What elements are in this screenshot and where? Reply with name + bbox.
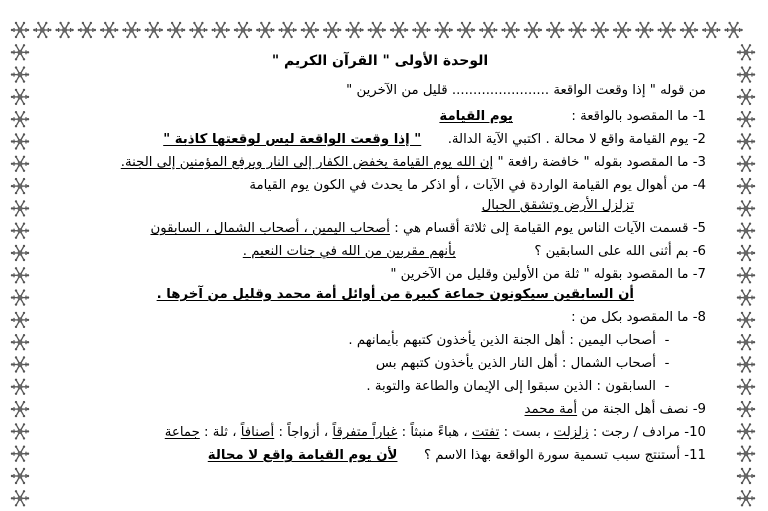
answer: تزلزل الأرض وتشقق الجبال — [481, 198, 634, 213]
snowflake-icon — [11, 312, 29, 328]
question-text: من أهوال يوم القيامة الواردة في الآيات ، أو اذكر ما يحدث في الكون يوم القيامة — [249, 178, 689, 193]
snowflake-icon — [737, 468, 755, 484]
question-number: 7- — [692, 267, 706, 282]
page-title: الوحدة الأولى " القرآن الكريم " — [271, 53, 489, 69]
snowflake-icon — [167, 22, 185, 38]
snowflake-icon — [122, 22, 140, 38]
snowflake-icon — [11, 423, 29, 439]
snowflake-icon — [11, 468, 29, 484]
snowflake-icon — [501, 22, 519, 38]
answer: يوم القيامة — [439, 109, 513, 124]
question-number: 4- — [692, 178, 706, 193]
snowflake-icon — [11, 334, 29, 350]
snowflake-icon — [737, 267, 755, 283]
worksheet — [54, 50, 706, 510]
snowflake-icon — [11, 490, 29, 506]
snowflake-icon — [234, 22, 252, 38]
snowflake-icon — [11, 446, 29, 462]
snowflake-icon — [737, 223, 755, 239]
question-text: نصف أهل الجنة من — [581, 402, 689, 417]
answer: أمة محمد — [524, 402, 578, 417]
bullet-item: -أصحاب الشمال : أهل النار الذين يأخذون كتبهم بس — [375, 356, 670, 371]
question-text: ما المقصود بكل من : — [571, 310, 689, 325]
snowflake-icon — [737, 178, 755, 194]
question-number: 8- — [692, 310, 706, 325]
snowflake-icon — [435, 22, 453, 38]
question-number: 3- — [692, 155, 706, 170]
snowflake-icon — [737, 446, 755, 462]
snowflake-icon — [145, 22, 163, 38]
snowflake-icon — [100, 22, 118, 38]
answer: أصنافاً — [240, 425, 275, 440]
snowflake-icon — [11, 401, 29, 417]
snowflake-icon — [737, 379, 755, 395]
snowflake-icon — [737, 312, 755, 328]
snowflake-icon — [11, 379, 29, 395]
answer: إن الله يوم القيامة يخفض الكفار إلى النار ويرفع المؤمنين إلى الجنة. — [120, 155, 494, 170]
bullet-item: -أصحاب اليمين : أهل الجنة الذين يأخذون كتبهم بأيمانهم . — [348, 333, 670, 348]
question-number: 6- — [692, 244, 706, 259]
answer: بأنهم مقربين من الله في جنات النعيم . — [242, 244, 456, 259]
question-10: 10- مرادف / رجت : زلزلت ، بست : تفتت ، هباءً منبثاً : غباراً متفرقاً ، أزواجاً : أصنافاً ، ثلة : جماعة — [164, 425, 706, 440]
question-6 — [54, 240, 706, 263]
snowflake-icon — [390, 22, 408, 38]
question-number: 1- — [692, 109, 706, 124]
question-text: قسمت الآيات الناس يوم القيامة إلى ثلاثة أقسام هي : — [394, 221, 689, 236]
question-3 — [54, 151, 706, 174]
snowflake-icon — [613, 22, 631, 38]
snowflake-icon — [345, 22, 363, 38]
question-text: أستنتج سبب تسمية سورة الواقعة بهذا الاسم ؟ — [423, 448, 681, 463]
answer: أصحاب اليمين ، أصحاب الشمال ، السابقون — [150, 221, 390, 236]
answer: تفتت — [471, 425, 500, 440]
snowflake-icon — [591, 22, 609, 38]
snowflake-icon — [301, 22, 319, 38]
snowflake-icon — [737, 490, 755, 506]
question-1 — [54, 105, 706, 128]
snowflake-icon — [724, 22, 742, 38]
snowflake-icon — [368, 22, 386, 38]
question-text: ما المقصود بقوله " خافضة رافعة " — [497, 155, 689, 170]
snowflake-icon — [524, 22, 542, 38]
question-number: 5- — [692, 221, 706, 236]
question-text: ما المقصود بقوله " ثلة من الأولين وقليل من الآخرين " — [390, 267, 689, 282]
snowflake-icon — [412, 22, 430, 38]
snowflake-icon — [323, 22, 341, 38]
snowflake-icon — [737, 156, 755, 172]
question-text: يوم القيامة واقع لا محالة . اكتبي الآية الدالة. — [447, 132, 689, 147]
question-text: ما المقصود بالواقعة : — [571, 109, 689, 124]
snowflake-icon — [737, 44, 755, 60]
snowflake-icon — [737, 356, 755, 372]
question-8 — [54, 306, 706, 329]
question-number: 10- — [684, 425, 706, 440]
snowflake-icon — [737, 289, 755, 305]
snowflake-icon — [737, 245, 755, 261]
snowflake-icon — [457, 22, 475, 38]
answer: زلزلت — [553, 425, 589, 440]
question-2 — [54, 128, 706, 151]
question-7 — [54, 263, 706, 283]
snowflake-icon — [189, 22, 207, 38]
snowflake-icon — [737, 133, 755, 149]
snowflake-icon — [11, 111, 29, 127]
snowflake-icon — [11, 22, 29, 38]
snowflake-icon — [479, 22, 497, 38]
question-11 — [54, 444, 706, 467]
snowflake-icon — [11, 200, 29, 216]
snowflake-icon — [55, 22, 73, 38]
snowflake-icon — [11, 245, 29, 261]
snowflake-icon — [11, 44, 29, 60]
snowflake-icon — [11, 178, 29, 194]
snowflake-icon — [212, 22, 230, 38]
snowflake-icon — [658, 22, 676, 38]
snowflake-icon — [737, 111, 755, 127]
question-4 — [54, 174, 706, 194]
snowflake-icon — [256, 22, 274, 38]
question-text: مرادف / رجت : — [592, 425, 681, 440]
snowflake-icon — [546, 22, 564, 38]
snowflake-icon — [737, 200, 755, 216]
snowflake-icon — [11, 133, 29, 149]
question-text: بم أثنى الله على السابقين ؟ — [534, 244, 689, 259]
answer: جماعة — [164, 425, 200, 440]
answer: غباراً متفرقاً — [332, 425, 398, 440]
question-number: 11- — [684, 448, 706, 463]
snowflake-icon — [635, 22, 653, 38]
question-number: 2- — [692, 132, 706, 147]
snowflake-icon — [11, 223, 29, 239]
snowflake-icon — [78, 22, 96, 38]
question-number: 9- — [692, 402, 706, 417]
snowflake-icon — [568, 22, 586, 38]
answer: لأن يوم القيامة واقع لا محالة — [207, 448, 398, 463]
answer-4 — [54, 194, 706, 217]
snowflake-icon — [702, 22, 720, 38]
bullet-item: -السابقون : الذين سبقوا إلى الإيمان والطاعة والتوبة . — [366, 379, 670, 394]
snowflake-icon — [11, 89, 29, 105]
snowflake-icon — [737, 423, 755, 439]
snowflake-icon — [11, 156, 29, 172]
question-9 — [54, 398, 706, 421]
snowflake-icon — [11, 267, 29, 283]
snowflake-icon — [11, 66, 29, 82]
snowflake-icon — [680, 22, 698, 38]
snowflake-icon — [33, 22, 51, 38]
snowflake-icon — [737, 89, 755, 105]
answer-7 — [54, 283, 706, 306]
snowflake-icon — [737, 401, 755, 417]
snowflake-icon — [11, 356, 29, 372]
intro-line: من قوله " إذا وقعت الواقعة ....................... قليل من الآخرين " — [346, 83, 706, 98]
snowflake-icon — [11, 289, 29, 305]
question-5 — [54, 217, 706, 240]
answer: " إذا وقعت الواقعة ليس لوقعتها كاذبة " — [163, 132, 422, 147]
snowflake-icon — [737, 66, 755, 82]
snowflake-icon — [737, 334, 755, 350]
snowflake-icon — [278, 22, 296, 38]
answer: أن السابقين سيكونون جماعة كبيرة من أوائل أمة محمد وقليل من آخرها . — [156, 287, 634, 302]
